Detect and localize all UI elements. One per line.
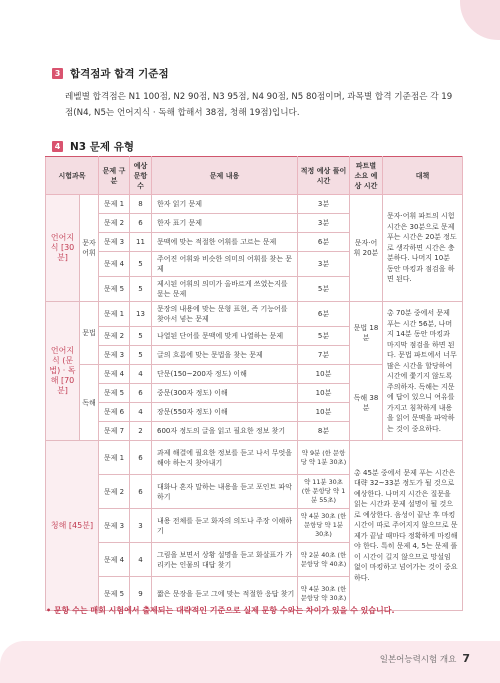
footnote: • 문항 수는 매회 시험에서 출제되는 대략적인 기준으로 실제 문항 수와는 차이가 있을 수 있습니다.	[46, 606, 395, 615]
page-number: 7	[462, 652, 470, 665]
header-subject: 시험과목	[46, 157, 99, 195]
table-cell-count: 6	[130, 214, 152, 233]
table-cell-time: 5분	[298, 327, 350, 346]
table-cell-type: 문제 4	[99, 365, 130, 384]
table-cell-count: 3	[130, 509, 152, 543]
table-cell-type: 문제 2	[99, 327, 130, 346]
table-cell-content: 한자 표기 문제	[152, 214, 298, 233]
table-cell-content: 문장의 내용에 맞는 문형 표현, 즉 기능어를 찾아서 넣는 문제	[152, 302, 298, 327]
table-cell-time: 10분	[298, 365, 350, 384]
table-cell-time: 약 4분 30초 (한 문항당 약 1분 30초)	[298, 509, 350, 543]
table-cell-type: 문제 1	[99, 441, 130, 475]
table-cell-content: 600자 정도의 글을 읽고 필요한 정보 찾기	[152, 422, 298, 441]
table-cell-time: 약 4분 30초 (한 문항당 약 30초)	[298, 577, 350, 611]
footer-label: 일본어능력시험 개요	[379, 654, 457, 665]
table-cell-time: 3분	[298, 214, 350, 233]
table-cell-count: 6	[130, 384, 152, 403]
section-number-badge: 4	[52, 141, 63, 152]
table-cell-count: 11	[130, 233, 152, 252]
table-cell-count: 4	[130, 403, 152, 422]
table-cell-time: 약 9분 (한 문항당 약 1분 30초)	[298, 441, 350, 475]
table-cell-content: 문맥에 맞는 적절한 어휘를 고르는 문제	[152, 233, 298, 252]
strategy-listening: 총 45분 중에서 문제 푸는 시간은 대략 32~33분 정도가 될 것으로 예상한다. 나머지 시간은 질문을 읽는 시간과 문제 설명이 될 것으로 예상한다. 음성이 끝난 후 마킹 시간이 따로 주어지지 않으므로 문제가 끝날 때마다 정확하게 마킹해야 한다. 특히 문제 4, 5는 문제 풀이 시간이 길지 않으므로 망설임 없이 마킹하고 넘어가는 것이 중요하다.	[350, 441, 463, 611]
table-cell-count: 5	[130, 252, 152, 277]
table-cell-count: 6	[130, 441, 152, 475]
table-cell-time: 10분	[298, 403, 350, 422]
group-reading: 독해	[80, 365, 99, 441]
table-cell-type: 문제 5	[99, 577, 130, 611]
strategy-grammar-reading: 총 70분 중에서 문제 푸는 시간 56분, 나머지 14분 동안 마킹과 마지막 점검을 하면 된다. 문법 파트에서 너무 많은 시간을 할당하여 시간에 쫓기지 않도록 주의하자. 독해는 지문에 답이 있으니 여유를 가지고 침착하게 내용을 읽어 문맥을 파악하는 것이 중요하다.	[383, 302, 463, 441]
header-type: 문제 구분	[99, 157, 130, 195]
table-cell-type: 문제 5	[99, 384, 130, 403]
table-cell-type: 문제 6	[99, 403, 130, 422]
corner-decoration	[460, 0, 500, 40]
table-cell-count: 13	[130, 302, 152, 327]
table-cell-type: 문제 1	[99, 302, 130, 327]
table-cell-count: 4	[130, 543, 152, 577]
table-cell-type: 문제 2	[99, 475, 130, 509]
table-cell-time: 6분	[298, 233, 350, 252]
table-cell-count: 4	[130, 365, 152, 384]
header-count: 예상 문항 수	[130, 157, 152, 195]
group-grammar: 문법	[80, 302, 99, 365]
group-language-knowledge-vocab: 언어지식 [30분]	[46, 195, 80, 302]
table-cell-time: 3분	[298, 195, 350, 214]
group-language-reading: 언어지식 (문법) · 독해 [70분]	[46, 302, 80, 441]
table-cell-time: 7분	[298, 346, 350, 365]
part-time-reading: 독해 38분	[350, 365, 383, 441]
header-content: 문제 내용	[152, 157, 298, 195]
table-cell-content: 중문(300자 정도) 이해	[152, 384, 298, 403]
group-listening: 청해 [45분]	[46, 441, 99, 611]
table-cell-content: 장문(550자 정도) 이해	[152, 403, 298, 422]
part-time-grammar: 문법 18분	[350, 302, 383, 365]
table-cell-content: 그림을 보면서 상황 설명을 듣고 화살표가 가리키는 인물의 대답 찾기	[152, 543, 298, 577]
table-cell-type: 문제 1	[99, 195, 130, 214]
table-cell-count: 9	[130, 577, 152, 611]
table-cell-type: 문제 3	[99, 233, 130, 252]
table-cell-time: 약 11분 30초 (한 문항당 약 1분 55초)	[298, 475, 350, 509]
table-cell-time: 6분	[298, 302, 350, 327]
table-cell-type: 문제 3	[99, 346, 130, 365]
table-cell-content: 과제 해결에 필요한 정보를 듣고 나서 무엇을 해야 하는지 찾아내기	[152, 441, 298, 475]
header-strategy: 대책	[383, 157, 463, 195]
table-cell-time: 약 2분 40초 (한 문항당 약 40초)	[298, 543, 350, 577]
table-cell-count: 2	[130, 422, 152, 441]
header-time: 적정 예상 풀이 시간	[298, 157, 350, 195]
table-cell-type: 문제 4	[99, 543, 130, 577]
table-cell-content: 대화나 혼자 말하는 내용을 듣고 포인트 파악하기	[152, 475, 298, 509]
n3-question-types-table	[45, 156, 463, 611]
group-vocab: 문자 어휘	[80, 195, 99, 302]
header-part-time: 파트별 소요 예상 시간	[350, 157, 383, 195]
table-cell-content: 짧은 문장을 듣고 그에 맞는 적절한 응답 찾기	[152, 577, 298, 611]
table-cell-content: 한자 읽기 문제	[152, 195, 298, 214]
section-4-header	[52, 139, 134, 154]
table-cell-type: 문제 4	[99, 252, 130, 277]
table-cell-content: 제시된 어휘의 의미가 올바르게 쓰였는지를 묻는 문제	[152, 277, 298, 302]
table-cell-content: 글의 흐름에 맞는 문법을 찾는 문제	[152, 346, 298, 365]
table-cell-time: 10분	[298, 384, 350, 403]
table-cell-content: 단문(150~200자 정도) 이해	[152, 365, 298, 384]
table-cell-content: 주어진 어휘와 비슷한 의미의 어휘를 찾는 문제	[152, 252, 298, 277]
table-cell-type: 문제 2	[99, 214, 130, 233]
table-cell-type: 문제 7	[99, 422, 130, 441]
part-time-vocab: 문자·어휘 20분	[350, 195, 383, 302]
table-cell-time: 3분	[298, 252, 350, 277]
table-cell-content: 나열된 단어를 문맥에 맞게 나열하는 문제	[152, 327, 298, 346]
table-cell-count: 8	[130, 195, 152, 214]
section-3-header	[52, 66, 169, 81]
table-cell-count: 6	[130, 475, 152, 509]
table-cell-type: 문제 3	[99, 509, 130, 543]
table-cell-content: 내용 전체를 듣고 화자의 의도나 주장 이해하기	[152, 509, 298, 543]
table-cell-count: 5	[130, 346, 152, 365]
section-title: N3 문제 유형	[70, 141, 134, 153]
table-cell-count: 5	[130, 327, 152, 346]
section-number-badge: 3	[52, 68, 63, 79]
table-cell-time: 8분	[298, 422, 350, 441]
table-cell-count: 5	[130, 277, 152, 302]
pass-criteria-paragraph: 레벨별 합격점은 N1 100점, N2 90점, N3 95점, N4 90점, N5 80점이며, 과목별 합격 기준점은 각 19점(N4, N5는 언어지식 · 독해 합해서 38점, 청해 19점)입니다.	[65, 92, 453, 118]
strategy-vocab: 문자·어휘 파트의 시험 시간은 30분으로 문제 푸는 시간은 20분 정도로 생각하면 시간은 충분하다. 나머지 10분 동안 마킹과 점검을 하면 된다.	[383, 195, 463, 302]
table-cell-time: 5분	[298, 277, 350, 302]
table-cell-type: 문제 5	[99, 277, 130, 302]
page-footer	[380, 652, 470, 665]
section-title: 합격점과 합격 기준점	[70, 68, 169, 80]
